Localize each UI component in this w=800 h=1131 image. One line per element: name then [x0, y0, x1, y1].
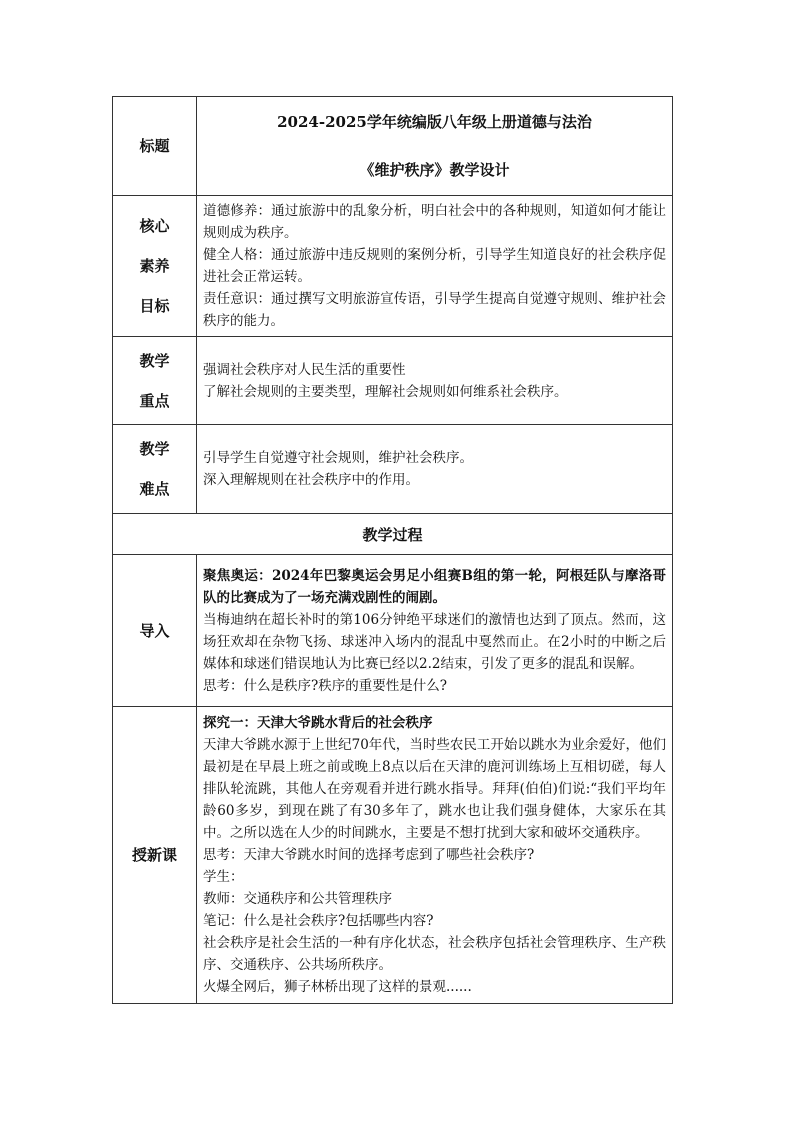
closing-line: 火爆全网后，狮子林桥出现了这样的景观...... [203, 979, 472, 995]
title-label [113, 97, 197, 196]
key-points-content [197, 337, 673, 425]
student-line: 学生： [203, 869, 244, 885]
title-label-text: 标题 [139, 137, 170, 155]
core-goals-content [197, 196, 673, 337]
core-goals-label [113, 196, 197, 337]
key-points-label-2: 重点 [139, 391, 170, 410]
title-cell [197, 97, 673, 196]
new-lesson-label-text: 授新课 [131, 846, 177, 864]
intro-content [197, 555, 673, 707]
core-goals-label-1: 核心 [139, 217, 170, 235]
key-points-label [113, 337, 197, 425]
difficulty-2: 深入理解规则在社会秩序中的作用。 [203, 472, 419, 488]
process-heading-row [113, 514, 673, 555]
difficulty-1: 引导学生自觉遵守社会规则，维护社会秩序。 [203, 450, 473, 466]
key-points-row [113, 337, 673, 425]
core-goals-label-2: 素养 [139, 257, 170, 275]
goal-responsibility: 责任意识：通过撰写文明旅游宣传语，引导学生提高自觉遵守规则、维护社会秩序的能力。 [203, 291, 666, 329]
document-subtitle: 《维护秩序》教学设计 [359, 161, 510, 179]
difficulties-label-2: 难点 [139, 480, 170, 498]
definition-line: 社会秩序是社会生活的一种有序化状态，社会秩序包括社会管理秩序、生产秩序、交通秩序、公共场所秩序。 [203, 935, 666, 973]
core-goals-row [113, 196, 673, 337]
document-title: 2024-2025学年统编版八年级上册道德与法治 [277, 113, 592, 131]
inquiry-question: 思考：天津大爷跳水时间的选择考虑到了哪些社会秩序? [203, 847, 535, 863]
intro-label-text: 导入 [139, 621, 170, 640]
new-lesson-row [113, 707, 673, 1004]
difficulties-content [197, 425, 673, 514]
difficulties-label-1: 教学 [139, 440, 170, 458]
new-lesson-label [113, 707, 197, 1004]
intro-headline: 聚焦奥运：2024年巴黎奥运会男足小组赛B组的第一轮，阿根廷队与摩洛哥队的比赛成为了一场充满戏剧性的闹剧。 [203, 567, 666, 606]
difficulties-row [113, 425, 673, 514]
intro-label [113, 555, 197, 707]
difficulties-label [113, 425, 197, 514]
new-lesson-content [197, 707, 673, 1004]
goal-personality: 健全人格：通过旅游中违反规则的案例分析，引导学生知道良好的社会秩序促进社会正常运转。 [203, 247, 666, 285]
goal-moral: 道德修养：通过旅游中的乱象分析，明白社会中的各种规则，知道如何才能让规则成为秩序。 [203, 203, 666, 241]
intro-paragraph: 当梅迪纳在超长补时的第106分钟绝平球迷们的激情也达到了顶点。然而，这场狂欢却在杂物飞扬、球迷冲入场内的混乱中戛然而止。在2小时的中断之后媒体和球迷们错误地认为比赛已经以2.2结束，引发了更多的混乱和误解。 [203, 611, 666, 672]
key-point-2: 了解社会规则的主要类型，理解社会规则如何维系社会秩序。 [203, 383, 568, 400]
inquiry-paragraph: 天津大爷跳水源于上世纪70年代，当时些农民工开始以跳水为业余爱好，他们最初是在早晨上班之前或晚上8点以后在天津的鹿河训练场上互相切磋，每人排队轮流跳，其他人在旁观看并进行跳水指导。拜拜(伯伯)们说:“我们平均年龄60多岁，到现在跳了有30多年了，跳水也让我们强身健体，大家乐在其中。之所以选在人少的时间跳水，主要是不想打扰到大家和破坏交通秩序。 [203, 737, 666, 841]
intro-question: 思考：什么是秩序?秩序的重要性是什么? [203, 677, 447, 694]
teacher-line: 教师：交通秩序和公共管理秩序 [203, 891, 392, 907]
inquiry-heading: 探究一：天津大爷跳水背后的社会秩序 [203, 715, 433, 731]
title-row [113, 97, 673, 196]
lesson-plan-table [112, 96, 673, 1004]
key-point-1: 强调社会秩序对人民生活的重要性 [203, 361, 406, 378]
process-heading: 教学过程 [113, 514, 673, 555]
intro-row [113, 555, 673, 707]
key-points-label-1: 教学 [139, 351, 170, 370]
core-goals-label-3: 目标 [139, 297, 170, 315]
notes-line: 笔记：什么是社会秩序?包括哪些内容? [203, 913, 434, 929]
